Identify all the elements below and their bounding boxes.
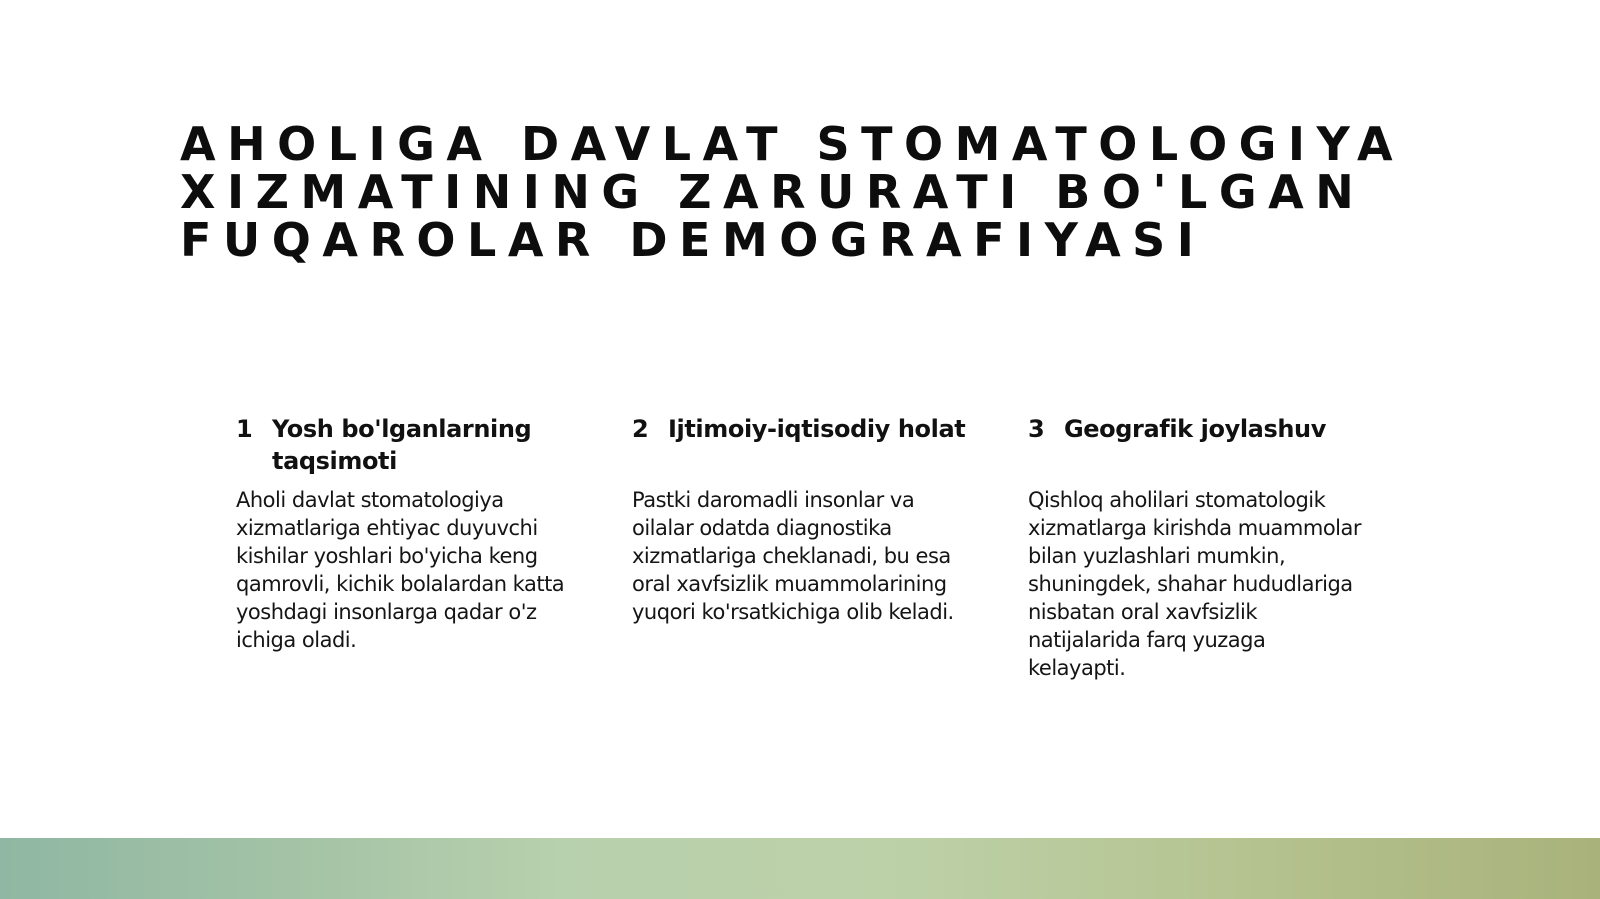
section-heading: Yosh bo'lganlarning taqsimoti — [272, 415, 532, 475]
section-number: 3 — [1028, 415, 1045, 443]
section-heading: Ijtimoiy-iqtisodiy holat — [668, 415, 966, 443]
section-geographic-location — [1028, 413, 1368, 682]
section-number: 1 — [236, 415, 253, 443]
decorative-gradient-band — [0, 838, 1600, 899]
section-age-distribution — [236, 413, 576, 654]
section-number: 2 — [632, 415, 649, 443]
section-header — [236, 413, 576, 486]
slide-title: AHOLIGA DAVLAT STOMATOLOGIYA XIZMATINING ZARURATI BO'LGAN FUQAROLAR DEMOGRAFIYASI — [180, 117, 1405, 267]
section-socioeconomic-status — [632, 413, 972, 626]
section-heading: Geografik joylashuv — [1064, 415, 1326, 443]
section-text: Pastki daromadli insonlar va oilalar odatda diagnostika xizmatlariga cheklanadi, bu esa oral xavfsizlik muammolarining yuqori ko'rsatkichiga olib keladi. — [632, 488, 954, 624]
section-text: Qishloq aholilari stomatologik xizmatlarga kirishda muammolar bilan yuzlashlari mumkin, shuningdek, shahar hududlariga nisbatan oral xavfsizlik natijalarida farq yuzaga kelayapti. — [1028, 488, 1362, 680]
section-header — [1028, 413, 1368, 486]
section-header — [632, 413, 972, 486]
section-text: Aholi davlat stomatologiya xizmatlariga ehtiyac duyuvchi kishilar yoshlari bo'yicha keng qamrovli, kichik bolalardan katta yoshdagi insonlarga qadar o'z ichiga oladi. — [236, 488, 565, 652]
